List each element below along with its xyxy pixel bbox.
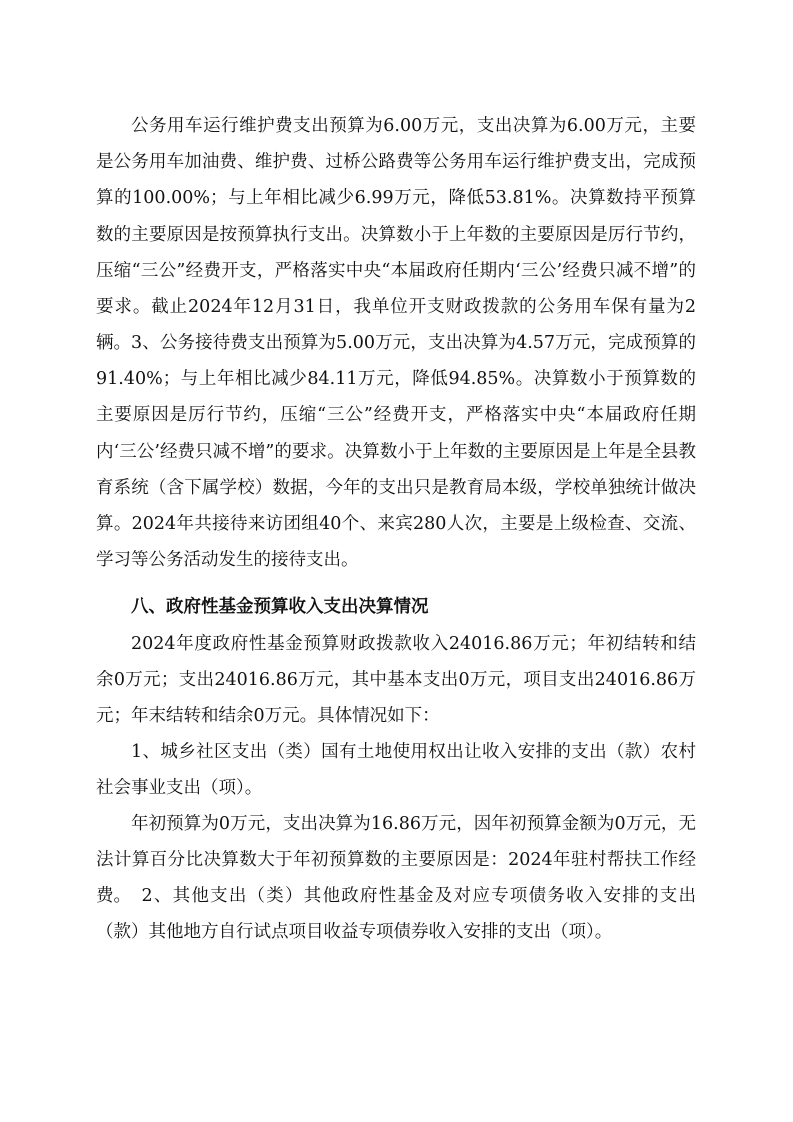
paragraph-item-1-title: 1、城乡社区支出（类）国有土地使用权出让收入安排的支出（款）农村社会事业支出（项）。 — [96, 742, 696, 799]
paragraph-item-1-detail: 年初预算为0万元，支出决算为16.86万元，因年初预算金额为0万元，无法计算百分比决算数大于年初预算数的主要原因是：2024年驻村帮扶工作经费。 — [96, 814, 696, 907]
paragraph-vehicle-operation-expense: 公务用车运行维护费支出预算为6.00万元，支出决算为6.00万元，主要是公务用车加油费、维护费、过桥公路费等公务用车运行维护费支出，完成预算的100.00%；与上年相比减少6.99万元，降低53.81%。决算数持平预算数的主要原因是按预算执行支出。决算数小于上年数的主要原因是厉行节约，压缩“三公”经费开支，严格落实中央“本届政府任期内‘三公’经费只减不增”的要求。截止2024年12月31日，我单位开支财政拨款的公务用车保有量为2辆。 — [96, 116, 696, 354]
section-heading-government-fund: 八、政府性基金预算收入支出决算情况 — [131, 597, 429, 617]
paragraph-fund-overview: 2024年度政府性基金预算财政拨款收入24016.86万元；年初结转和结余0万元；支出24016.86万元，其中基本支出0万元，项目支出24016.86万元；年末结转和结余0万元。具体情况如下： — [96, 634, 696, 727]
paragraph-reception-expense: 3、公务接待费支出预算为5.00万元，支出决算为4.57万元，完成预算的91.40%；与上年相比减少84.11万元，降低94.85%。决算数小于预算数的主要原因是厉行节约，压缩“三公”经费开支，严格落实中央“本届政府任期内‘三公’经费只减不增”的要求。决算数小于上年数的主要原因是上年是全县教育系统（含下属学校）数据，今年的支出只是教育局本级，学校单独统计做决算。2024年共接待来访团组40个、来宾280人次，主要是上级检查、交流、学习等公务活动发生的接待支出。 — [96, 333, 696, 571]
paragraph-item-2-title: 2、其他支出（类）其他政府性基金及对应专项债务收入安排的支出（款）其他地方自行试点项目收益专项债券收入安排的支出（项）。 — [96, 886, 696, 943]
